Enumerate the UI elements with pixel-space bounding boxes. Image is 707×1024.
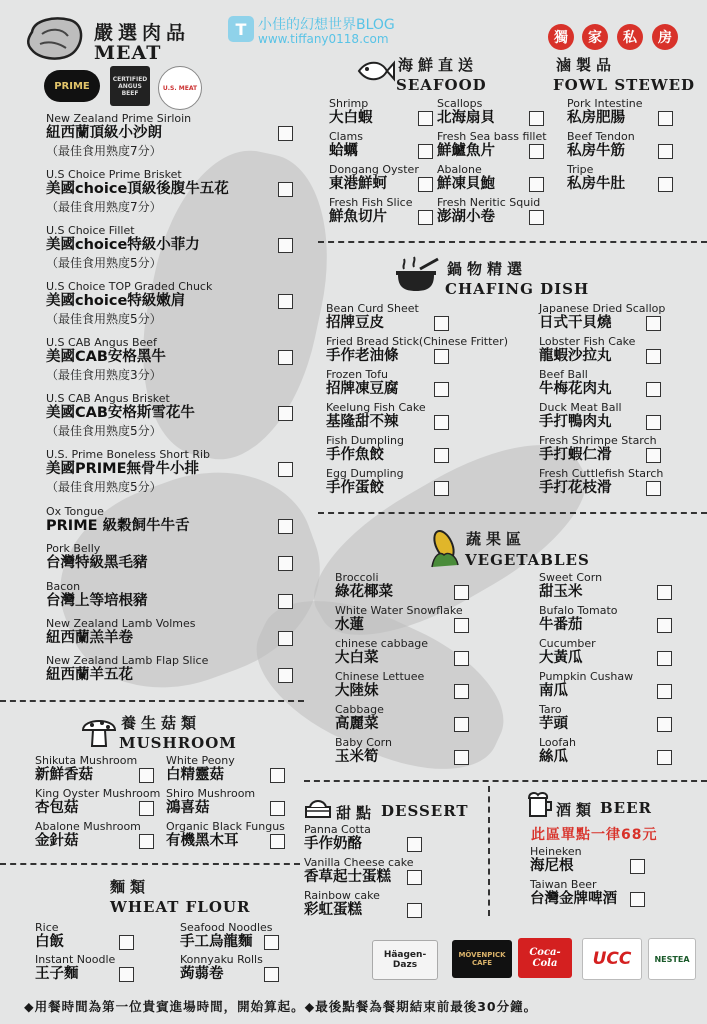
coca-cola-logo: Coca-Cola (518, 938, 572, 978)
order-checkbox[interactable] (434, 415, 449, 430)
menu-item-english-name: Taiwan Beer (530, 878, 597, 891)
us-meat-badge: U.S. MEAT (158, 66, 202, 110)
menu-item-english-name: Frozen Tofu (326, 368, 388, 381)
order-checkbox[interactable] (270, 768, 285, 783)
order-checkbox[interactable] (434, 481, 449, 496)
menu-item-english-name: Bufalo Tomato (539, 604, 618, 617)
menu-item-chinese-name: 大黃瓜 (539, 650, 583, 666)
menu-item-chinese-name: 金針菇 (35, 833, 79, 849)
menu-item-chinese-name: 蒟蒻卷 (180, 966, 224, 982)
order-checkbox[interactable] (657, 717, 672, 732)
menu-item-chinese-name: 大陸妹 (335, 683, 379, 699)
ucc-logo: UCC (582, 938, 642, 980)
menu-item-chinese-name: 手作蛋餃 (326, 480, 384, 496)
seafood-title-zh: 海鮮直送 (398, 56, 479, 74)
order-checkbox[interactable] (418, 111, 433, 126)
order-checkbox[interactable] (119, 935, 134, 950)
menu-item-chinese-name: 玉米筍 (335, 749, 379, 765)
certified-angus-beef-badge: CERTIFIED ANGUS BEEF (110, 66, 150, 106)
order-checkbox[interactable] (407, 870, 422, 885)
order-checkbox[interactable] (646, 415, 661, 430)
menu-item-chinese-name: 鴻喜菇 (166, 800, 210, 816)
menu-item-chinese-name: 手作老油條 (326, 348, 399, 364)
order-checkbox[interactable] (657, 618, 672, 633)
menu-item-english-name: U.S. Prime Boneless Short Rib (46, 448, 211, 461)
menu-item-english-name: Rainbow cake (304, 889, 380, 902)
menu-item-english-name: Seafood Noodles (180, 921, 273, 934)
order-checkbox[interactable] (434, 349, 449, 364)
menu-item-chinese-name: 日式干貝燒 (539, 315, 612, 331)
menu-item-chinese-name: 大白菜 (335, 650, 379, 666)
order-checkbox[interactable] (270, 801, 285, 816)
order-checkbox[interactable] (407, 837, 422, 852)
menu-item-chinese-name: 香草起士蛋糕 (304, 869, 391, 885)
menu-item-chinese-name: 美國CAB安格黑牛 (46, 349, 166, 365)
order-checkbox[interactable] (434, 382, 449, 397)
order-checkbox[interactable] (278, 126, 293, 141)
chafing-title-en: CHAFING DISH (445, 280, 590, 298)
menu-item-english-name: Japanese Dried Scallop (539, 302, 666, 315)
menu-item-chinese-name: 私房牛筋 (567, 143, 625, 159)
menu-item-english-name: Lobster Fish Cake (539, 335, 636, 348)
menu-item-chinese-name: 彩虹蛋糕 (304, 902, 362, 918)
order-checkbox[interactable] (278, 594, 293, 609)
order-checkbox[interactable] (454, 651, 469, 666)
menu-item-english-name: Heineken (530, 845, 582, 858)
menu-item-chinese-name: 手作奶酪 (304, 836, 362, 852)
mushroom-icon (80, 712, 118, 750)
menu-item-english-name: Taro (539, 703, 562, 716)
order-checkbox[interactable] (278, 350, 293, 365)
menu-item-chinese-name: 基隆甜不辣 (326, 414, 399, 430)
menu-item-english-name: U.S Choice Prime Brisket (46, 168, 182, 181)
menu-item-english-name: Pork Intestine (567, 97, 643, 110)
menu-item-chinese-name: 甜玉米 (539, 584, 583, 600)
menu-item-chinese-name: 手工烏龍麵 (180, 934, 253, 950)
beer-price-note: 此區單點一律68元 (531, 827, 658, 843)
menu-item-chinese-name: 美國choice特級小菲力 (46, 237, 200, 253)
menu-item-chinese-name: 牛梅花肉丸 (539, 381, 612, 397)
order-checkbox[interactable] (658, 111, 673, 126)
order-checkbox[interactable] (278, 519, 293, 534)
order-checkbox[interactable] (658, 177, 673, 192)
menu-item-english-name: Fresh Sea bass fillet (437, 130, 547, 143)
menu-item-chinese-name: 海尼根 (530, 858, 574, 874)
order-checkbox[interactable] (278, 406, 293, 421)
menu-item-english-name: Loofah (539, 736, 576, 749)
watermark-logo-icon: T (228, 16, 254, 42)
dessert-title-zh: 甜點 (336, 804, 377, 822)
menu-item-english-name: Organic Black Fungus (166, 820, 285, 833)
watermark-title: 小佳的幻想世界BLOG (258, 17, 395, 33)
menu-item-chinese-name: 南瓜 (539, 683, 568, 699)
menu-item-english-name: U.S CAB Angus Brisket (46, 392, 170, 405)
footer-note: ◆用餐時間為第一位貴賓進場時間，開始算起。◆最後點餐為餐期結束前最後30分鐘。 (24, 999, 538, 1014)
order-checkbox[interactable] (646, 448, 661, 463)
menu-item-english-name: U.S CAB Angus Beef (46, 336, 157, 349)
menu-item-chinese-name: 鮮魚切片 (329, 209, 387, 225)
menu-item-chinese-name: 美國choice特級嫩肩 (46, 293, 186, 309)
exclusive-seal: 家 (582, 24, 608, 50)
dessert-title-en: DESSERT (381, 802, 469, 820)
cake-icon (304, 795, 332, 821)
steak-icon (24, 14, 86, 64)
menu-item-english-name: Konnyaku Rolls (180, 953, 263, 966)
order-checkbox[interactable] (270, 834, 285, 849)
menu-item-doneness-note: （最佳食用熟度5分） (46, 312, 162, 326)
menu-item-english-name: Fish Dumpling (326, 434, 404, 447)
mushroom-title-en: MUSHROOM (119, 734, 237, 752)
menu-item-chinese-name: 美國choice頂級後腹牛五花 (46, 181, 229, 197)
order-checkbox[interactable] (646, 481, 661, 496)
fowl-title-en: FOWL STEWED (553, 76, 696, 94)
order-checkbox[interactable] (658, 144, 673, 159)
menu-item-chinese-name: 手作魚餃 (326, 447, 384, 463)
menu-item-chinese-name: 蛤蠣 (329, 143, 358, 159)
menu-item-english-name: Abalone Mushroom (35, 820, 141, 833)
order-checkbox[interactable] (454, 750, 469, 765)
movenpick-cafe-logo: MÖVENPICK CAFE (452, 940, 512, 978)
menu-item-chinese-name: 杏包菇 (35, 800, 79, 816)
menu-item-english-name: New Zealand Lamb Volmes (46, 617, 196, 630)
menu-item-chinese-name: 東港鮮蚵 (329, 176, 387, 192)
menu-item-english-name: Cabbage (335, 703, 384, 716)
menu-item-english-name: Vanilla Cheese cake (304, 856, 414, 869)
menu-item-english-name: Shikuta Mushroom (35, 754, 138, 767)
menu-item-chinese-name: 北海扇貝 (437, 110, 495, 126)
menu-item-english-name: Clams (329, 130, 363, 143)
order-checkbox[interactable] (529, 210, 544, 225)
menu-item-english-name: Panna Cotta (304, 823, 371, 836)
fowl-title-zh: 滷製品 (556, 56, 617, 74)
menu-item-english-name: Duck Meat Ball (539, 401, 622, 414)
menu-item-english-name: Instant Noodle (35, 953, 116, 966)
order-checkbox[interactable] (434, 316, 449, 331)
order-checkbox[interactable] (278, 462, 293, 477)
menu-item-english-name: Rice (35, 921, 59, 934)
order-checkbox[interactable] (454, 684, 469, 699)
menu-item-english-name: Shiro Mushroom (166, 787, 256, 800)
menu-item-chinese-name: 鮮凍貝鮑 (437, 176, 495, 192)
menu-item-chinese-name: PRIME 級穀飼牛牛舌 (46, 518, 190, 534)
exclusive-seal: 獨 (548, 24, 574, 50)
menu-item-chinese-name: 絲瓜 (539, 749, 568, 765)
meat-title-zh: 嚴選肉品 (94, 22, 191, 44)
order-checkbox[interactable] (646, 349, 661, 364)
vegetables-title-zh: 蔬果區 (466, 530, 527, 548)
menu-item-english-name: Beef Tendon (567, 130, 635, 143)
wheat-title-zh: 麵類 (110, 878, 151, 896)
menu-item-english-name: Egg Dumpling (326, 467, 404, 480)
order-checkbox[interactable] (454, 585, 469, 600)
order-checkbox[interactable] (278, 294, 293, 309)
menu-item-chinese-name: 手打花枝滑 (539, 480, 612, 496)
meat-title-en: MEAT (94, 42, 162, 64)
order-checkbox[interactable] (529, 144, 544, 159)
menu-item-chinese-name: 私房肥腸 (567, 110, 625, 126)
divider (488, 786, 490, 916)
menu-item-chinese-name: 台灣特級黑毛豬 (46, 555, 148, 571)
order-checkbox[interactable] (139, 801, 154, 816)
order-checkbox[interactable] (657, 585, 672, 600)
order-checkbox[interactable] (630, 859, 645, 874)
vegetables-title-en: VEGETABLES (465, 551, 590, 569)
beer-mug-icon (526, 790, 554, 818)
chafing-title-zh: 鍋物精選 (447, 260, 528, 278)
order-checkbox[interactable] (646, 382, 661, 397)
menu-item-english-name: Fried Bread Stick(Chinese Fritter) (326, 335, 508, 348)
menu-item-chinese-name: 美國CAB安格斯雪花牛 (46, 405, 195, 421)
menu-item-english-name: Shrimp (329, 97, 369, 110)
menu-item-chinese-name: 芋頭 (539, 716, 568, 732)
menu-item-english-name: King Oyster Mushroom (35, 787, 161, 800)
divider (318, 512, 707, 514)
menu-item-english-name: Beef Ball (539, 368, 588, 381)
menu-item-chinese-name: 紐西蘭頂級小沙朗 (46, 125, 162, 141)
seafood-title-en: SEAFOOD (396, 76, 487, 94)
order-checkbox[interactable] (418, 144, 433, 159)
menu-item-chinese-name: 私房牛肚 (567, 176, 625, 192)
beer-title-en: BEER (600, 799, 653, 817)
menu-item-doneness-note: （最佳食用熟度5分） (46, 480, 162, 494)
menu-item-english-name: New Zealand Lamb Flap Slice (46, 654, 209, 667)
prime-badge: PRIME (44, 70, 100, 102)
menu-item-doneness-note: （最佳食用熟度3分） (46, 368, 162, 382)
haagen-dazs-logo: Häagen-Dazs (372, 940, 438, 980)
order-checkbox[interactable] (529, 111, 544, 126)
menu-item-chinese-name: 招牌豆皮 (326, 315, 384, 331)
wheat-title-en: WHEAT FLOUR (110, 898, 251, 916)
menu-item-english-name: Keelung Fish Cake (326, 401, 426, 414)
order-checkbox[interactable] (278, 556, 293, 571)
menu-item-chinese-name: 手打蝦仁滑 (539, 447, 612, 463)
menu-item-chinese-name: 新鮮香菇 (35, 767, 93, 783)
menu-item-chinese-name: 高麗菜 (335, 716, 379, 732)
order-checkbox[interactable] (119, 967, 134, 982)
order-checkbox[interactable] (407, 903, 422, 918)
menu-item-english-name: Bacon (46, 580, 81, 593)
menu-item-chinese-name: 龍蝦沙拉丸 (539, 348, 612, 364)
menu-item-english-name: Fresh Cuttlefish Starch (539, 467, 664, 480)
menu-item-english-name: Sweet Corn (539, 571, 603, 584)
order-checkbox[interactable] (418, 177, 433, 192)
menu-item-chinese-name: 美國PRIME無骨牛小排 (46, 461, 200, 477)
order-checkbox[interactable] (278, 668, 293, 683)
menu-item-chinese-name: 鮮鱸魚片 (437, 143, 495, 159)
order-checkbox[interactable] (630, 892, 645, 907)
menu-item-english-name: Baby Corn (335, 736, 392, 749)
menu-item-doneness-note: （最佳食用熟度7分） (46, 200, 162, 214)
hotpot-icon (394, 255, 442, 295)
order-checkbox[interactable] (454, 618, 469, 633)
order-checkbox[interactable] (264, 967, 279, 982)
menu-item-english-name: White Water Snowflake (335, 604, 463, 617)
divider (304, 780, 707, 782)
menu-item-chinese-name: 紐西蘭羔羊卷 (46, 630, 133, 646)
menu-item-english-name: chinese cabbage (335, 637, 429, 650)
menu-item-english-name: Bean Curd Sheet (326, 302, 419, 315)
menu-item-english-name: Broccoli (335, 571, 379, 584)
order-checkbox[interactable] (418, 210, 433, 225)
menu-item-doneness-note: （最佳食用熟度5分） (46, 424, 162, 438)
menu-item-chinese-name: 水蓮 (335, 617, 364, 633)
menu-item-english-name: Fresh Shrimpe Starch (539, 434, 657, 447)
menu-item-english-name: Pork Belly (46, 542, 101, 555)
menu-item-english-name: Scallops (437, 97, 483, 110)
order-checkbox[interactable] (657, 684, 672, 699)
order-checkbox[interactable] (139, 834, 154, 849)
menu-item-chinese-name: 台灣上等培根豬 (46, 593, 148, 609)
divider (318, 241, 707, 243)
menu-item-english-name: Ox Tongue (46, 505, 104, 518)
order-checkbox[interactable] (139, 768, 154, 783)
menu-item-chinese-name: 紐西蘭羊五花 (46, 667, 133, 683)
order-checkbox[interactable] (657, 651, 672, 666)
menu-item-chinese-name: 白精靈菇 (166, 767, 224, 783)
order-checkbox[interactable] (278, 238, 293, 253)
fish-icon (355, 56, 395, 86)
menu-item-chinese-name: 牛番茄 (539, 617, 583, 633)
divider (0, 700, 304, 702)
order-checkbox[interactable] (278, 182, 293, 197)
order-checkbox[interactable] (264, 935, 279, 950)
menu-item-english-name: Dongang Oyster (329, 163, 419, 176)
menu-item-chinese-name: 大白蝦 (329, 110, 373, 126)
corn-icon (426, 527, 462, 571)
menu-item-english-name: Chinese Lettuee (335, 670, 425, 683)
menu-item-chinese-name: 台灣金牌啤酒 (530, 891, 617, 907)
order-checkbox[interactable] (278, 631, 293, 646)
order-checkbox[interactable] (646, 316, 661, 331)
divider (0, 863, 300, 865)
menu-item-chinese-name: 綠花椰菜 (335, 584, 393, 600)
mushroom-title-zh: 養生菇類 (121, 714, 202, 732)
nestea-logo: NESTEA (648, 938, 696, 980)
menu-item-english-name: Abalone (437, 163, 482, 176)
watermark-url: www.tiffany0118.com (258, 32, 389, 46)
menu-item-english-name: Tripe (567, 163, 594, 176)
beer-title-zh: 酒類 (556, 801, 597, 819)
exclusive-seal: 私 (617, 24, 643, 50)
menu-item-chinese-name: 澎湖小卷 (437, 209, 495, 225)
order-checkbox[interactable] (657, 750, 672, 765)
menu-item-english-name: Fresh Fish Slice (329, 196, 413, 209)
menu-item-doneness-note: （最佳食用熟度5分） (46, 256, 162, 270)
menu-item-chinese-name: 有機黑木耳 (166, 833, 239, 849)
order-checkbox[interactable] (529, 177, 544, 192)
order-checkbox[interactable] (454, 717, 469, 732)
exclusive-seal: 房 (652, 24, 678, 50)
menu-item-chinese-name: 招牌凍豆腐 (326, 381, 399, 397)
menu-item-english-name: U.S Choice TOP Graded Chuck (46, 280, 213, 293)
menu-item-english-name: Fresh Neritic Squid (437, 196, 541, 209)
menu-item-english-name: Cucumber (539, 637, 596, 650)
menu-item-doneness-note: （最佳食用熟度7分） (46, 144, 162, 158)
menu-item-english-name: White Peony (166, 754, 235, 767)
menu-item-chinese-name: 手打鴨肉丸 (539, 414, 612, 430)
menu-item-english-name: New Zealand Prime Sirloin (46, 112, 192, 125)
menu-item-chinese-name: 白飯 (35, 934, 64, 950)
menu-item-english-name: U.S Choice Fillet (46, 224, 135, 237)
menu-item-chinese-name: 王子麵 (35, 966, 79, 982)
order-checkbox[interactable] (434, 448, 449, 463)
menu-item-english-name: Pumpkin Cushaw (539, 670, 634, 683)
